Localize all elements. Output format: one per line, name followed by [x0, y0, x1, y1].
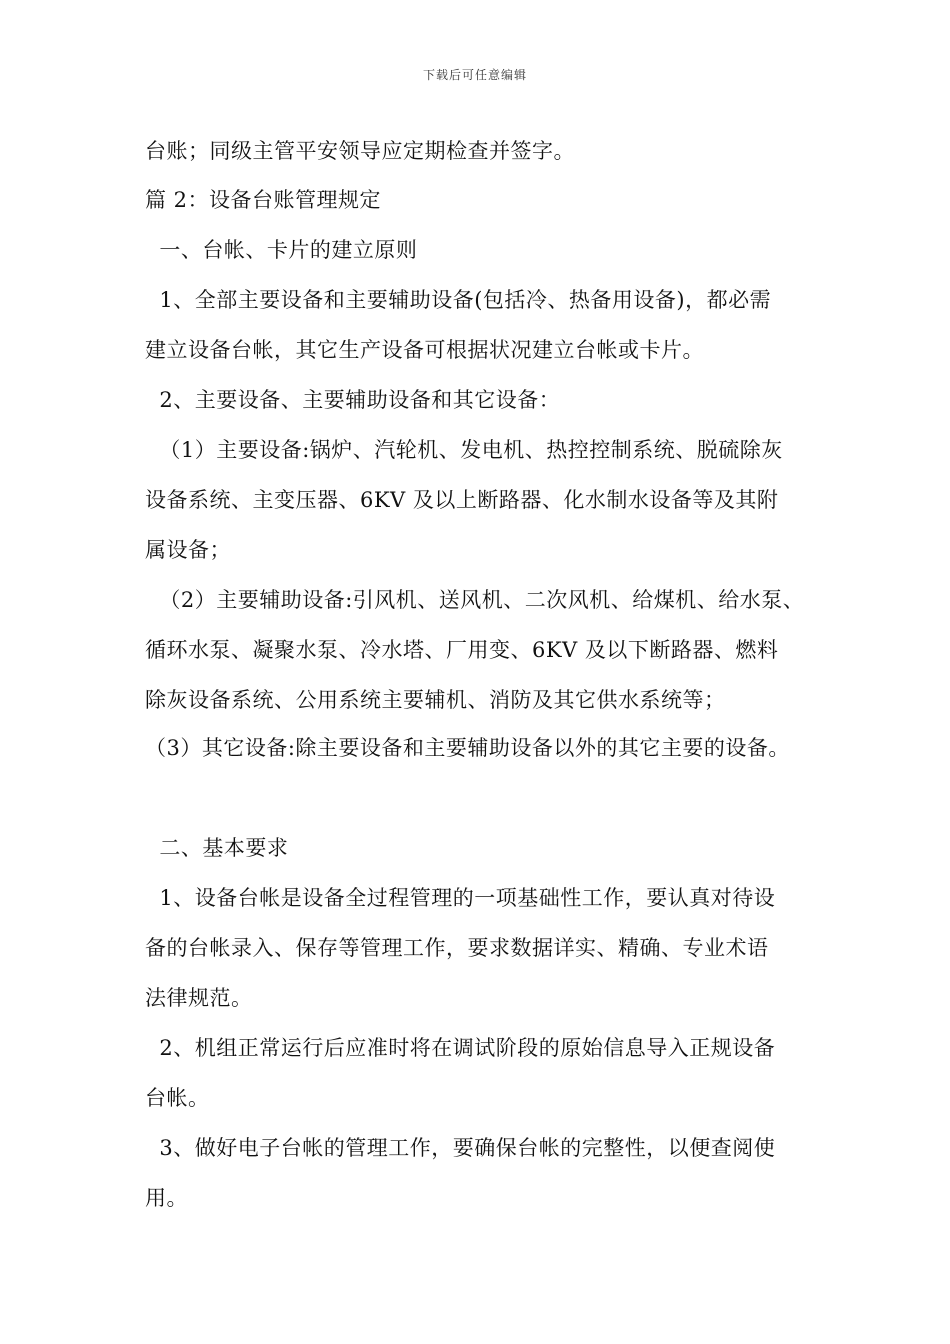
paragraph-line: 用。 — [145, 1186, 188, 1210]
paragraph-line: 属设备； — [145, 538, 231, 562]
paragraph-line: 2、主要设备、主要辅助设备和其它设备： — [145, 388, 561, 412]
paragraph-line: （1）主要设备:锅炉、汽轮机、发电机、热控控制系统、脱硫除灰 — [145, 438, 783, 462]
paragraph-line: 除灰设备系统、公用系统主要辅机、消防及其它供水系统等； — [145, 688, 726, 712]
paragraph-line: 建立设备台帐，其它生产设备可根据状况建立台帐或卡片。 — [145, 338, 704, 362]
paragraph-line: 台账；同级主管平安领导应定期检查并签字。 — [145, 139, 575, 163]
paragraph-line: 台帐。 — [145, 1086, 210, 1110]
paragraph-line: 备的台帐录入、保存等管理工作，要求数据详实、精确、专业术语 — [145, 936, 769, 960]
paragraph-line: 设备系统、主变压器、6KV 及以上断路器、化水制水设备等及其附 — [145, 488, 779, 512]
section-title: 篇 2：设备台账管理规定 — [145, 188, 382, 212]
paragraph-line: 法律规范。 — [145, 986, 253, 1010]
paragraph-line: （3）其它设备:除主要设备和主要辅助设备以外的其它主要的设备。 — [145, 736, 790, 760]
paragraph-line: （2）主要辅助设备:引风机、送风机、二次风机、给煤机、给水泵、 — [145, 588, 805, 612]
paragraph-line: 循环水泵、凝聚水泵、冷水塔、厂用变、6KV 及以下断路器、燃料 — [145, 638, 779, 662]
paragraph-line: 1、设备台帐是设备全过程管理的一项基础性工作，要认真对待设 — [145, 886, 776, 910]
heading-2: 二、基本要求 — [145, 836, 289, 860]
paragraph-line: 1、全部主要设备和主要辅助设备(包括冷、热备用设备)，都必需 — [145, 288, 772, 312]
paragraph-line: 2、机组正常运行后应准时将在调试阶段的原始信息导入正规设备 — [145, 1036, 776, 1060]
heading-1: 一、台帐、卡片的建立原则 — [145, 238, 418, 262]
paragraph-line: 3、做好电子台帐的管理工作，要确保台帐的完整性，以便查阅使 — [145, 1136, 776, 1160]
page-header: 下载后可任意编辑 — [422, 68, 527, 82]
